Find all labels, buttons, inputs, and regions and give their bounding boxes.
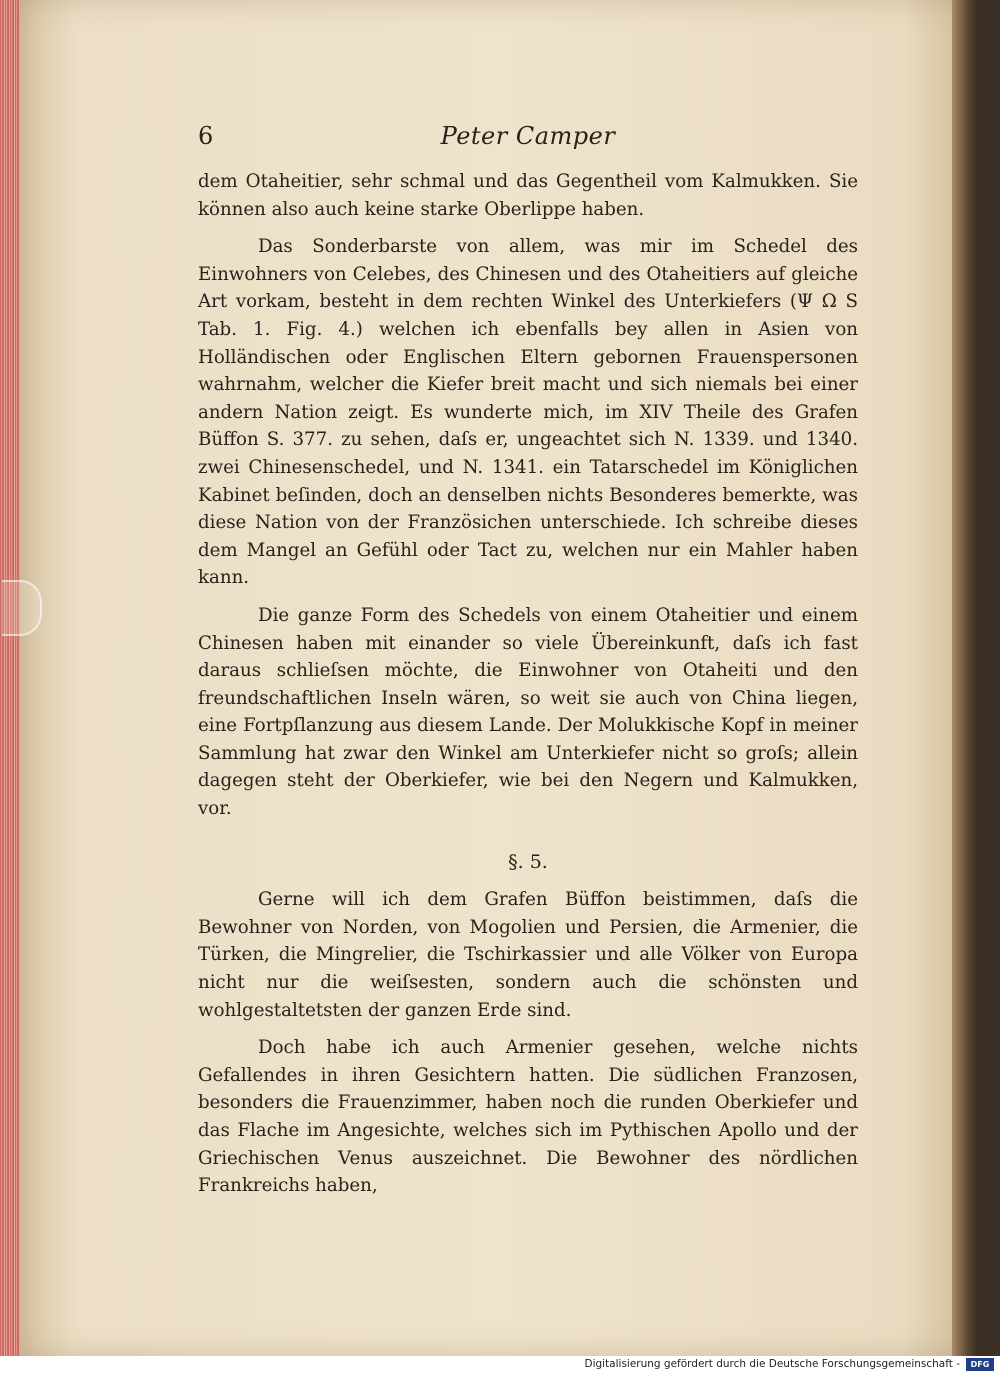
page-edges xyxy=(0,0,22,1356)
paragraph: Doch habe ich auch Armenier gesehen, welche nichts Gefallendes in ihren Gesichtern hatten. Die südlichen Franzosen, besonders die Frauenzimmer, haben noch die runden Oberkiefer und das Flache im Angesichte, welches sich im Pythischen Apollo und der Griechischen Venus auszeichnet. Die Bewohner des nördlichen Frankreichs haben, xyxy=(198,1037,858,1197)
dfg-logo-icon: DFG xyxy=(966,1358,994,1371)
body-text xyxy=(198,168,858,1210)
book-spine xyxy=(952,0,978,1356)
paragraph: dem Otaheitier, sehr schmal und das Gegentheil vom Kalmukken. Sie können also auch keine starke Oberlippe haben. xyxy=(198,171,858,220)
bookmark-tab xyxy=(2,580,42,636)
paragraph: Die ganze Form des Schedels von einem Otaheitier und einem Chinesen haben mit einander so viele Übereinkunft, daſs ich fast daraus schlieſsen möchte, die Einwohner von Otaheiti und den freundschaftlichen Inseln wären, so weit sie auch von China liegen, eine Fortpſlanzung aus diesem Lande. Der Molukkische Kopf in meiner Sammlung hat zwar den Winkel am Unterkiefer nicht so groſs; allein dagegen steht der Oberkiefer, wie bei den Negern und Kalmukken, vor. xyxy=(198,604,858,820)
footer-credit: Digitalisierung gefördert durch die Deutsche Forschungsgemeinschaft - xyxy=(584,1358,960,1370)
page-header xyxy=(198,120,858,156)
paragraph: Das Sonderbarste von allem, was mir im Schedel des Einwohners von Celebes, des Chinesen und des Otaheitiers auf gleiche Art vorkam, besteht in dem rechten Winkel des Unterkiefers (Ψ Ω S Tab. 1. Fig. 4.) welchen ich ebenfalls bey allen in Asien von Holländischen oder Englischen Eltern gebornen Frauenspersonen wahrnahm, welcher die Kiefer breit macht und sich niemals bei einer andern Nation zeigt. Es wunderte mich, im XIV Theile des Grafen Büffon S. 377. zu sehen, daſs er, ungeachtet sich N. 1339. und 1340. zwei Chinesenschedel, und N. 1341. ein Tatarschedel im Königlichen Kabinet beſinden, doch an denselben nichts Besonderes bemerkte, was diese Nation von der Französichen unterschiede. Ich schreibe dieses dem Mangel an Gefühl oder Tact zu, welchen nur ein Mahler haben kann. xyxy=(198,236,858,589)
running-title: Peter Camper xyxy=(440,122,616,150)
paragraph: Gerne will ich dem Grafen Büffon beistimmen, daſs die Bewohner von Norden, von Mogolien und Persien, die Armenier, die Türken, die Mingrelier, die Tschirkassier und alle Völker von Europa nicht nur die weiſsesten, sondern auch die schönsten und wohlgestaltetsten der ganzen Erde sind. xyxy=(198,889,858,1021)
section-heading: §. 5. xyxy=(508,850,548,873)
page-number: 6 xyxy=(198,122,214,150)
footer-bar xyxy=(0,1356,1000,1374)
